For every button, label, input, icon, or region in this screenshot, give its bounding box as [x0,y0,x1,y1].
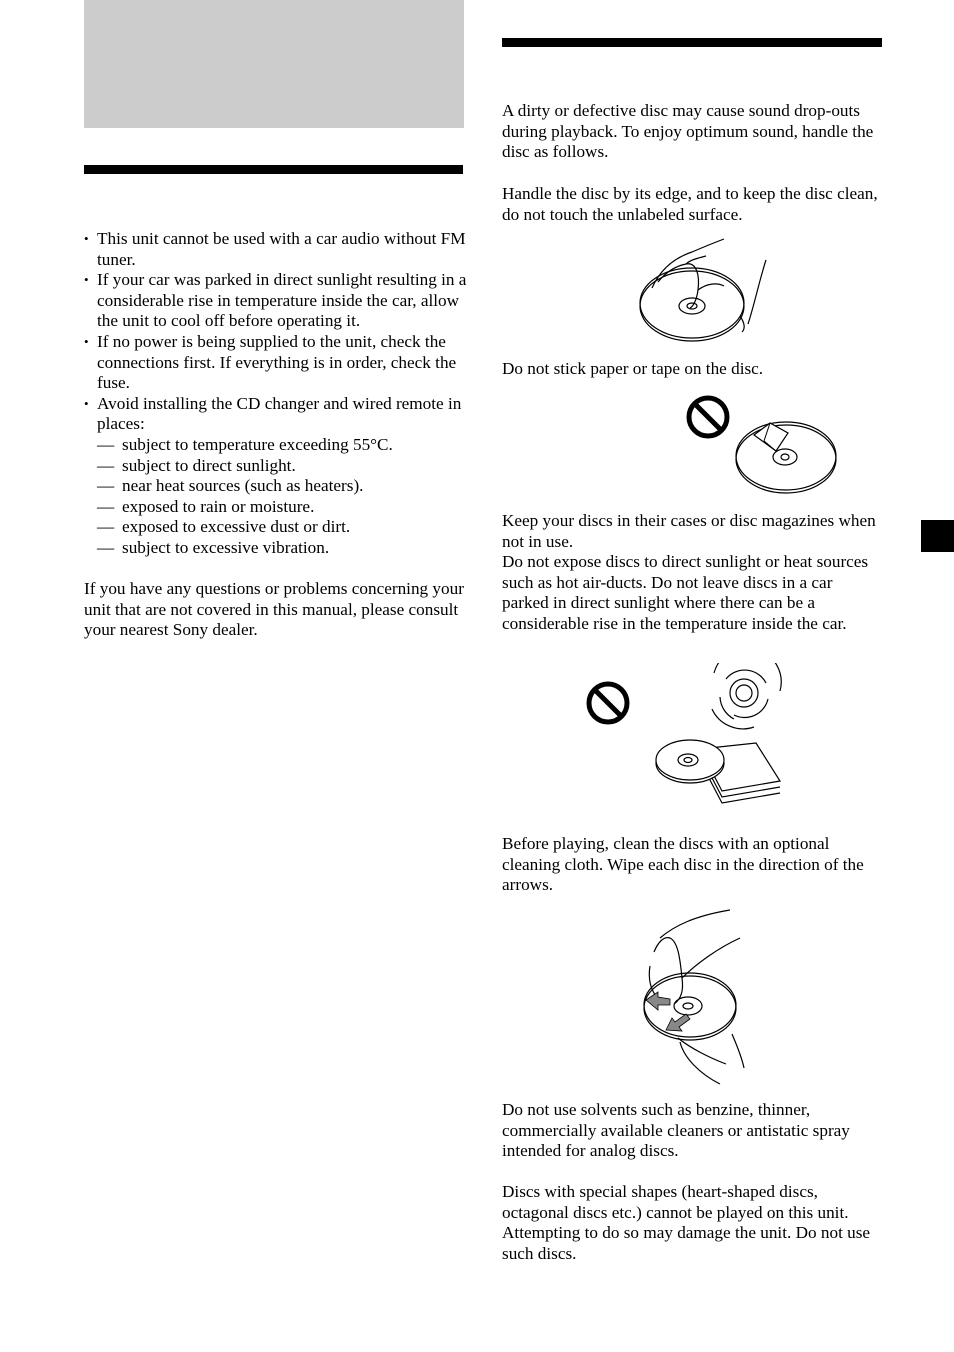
disc-solvents: Do not use solvents such as benzine, thinner, commercially available cleaners or antistatic spray intended for analog discs. [502,1100,850,1161]
precaution-item: • This unit cannot be used with a car audio without FM tuner. [84,229,469,270]
prohibited-icon [684,393,840,497]
hand-holding-disc-icon [636,236,770,348]
precautions-list [84,229,469,559]
precautions-section [84,229,469,641]
disc-cleaning-icon [640,908,750,1088]
section-header-block [84,0,464,128]
disc-special-shapes: Discs with special shapes (heart-shaped discs, octagonal discs etc.) cannot be played on this unit. Attempting to do so may damage the unit. Do not use such discs. [502,1182,871,1263]
installation-places-list [97,435,469,559]
disc-cleaning: Before playing, clean the discs with an optional cleaning cloth. Wipe each disc in the direction of the arrows. [502,834,864,895]
installation-place-item: — subject to direct sunlight. [97,456,469,477]
disc-no-paper: Do not stick paper or tape on the disc. [502,359,764,378]
page-edge-tab [921,520,954,552]
disc-storage-cases: Keep your discs in their cases or disc magazines when not in use. [502,511,876,551]
precaution-item: • If no power is being supplied to the unit, check the connections first. If everything is in order, check the fuse. [84,332,469,394]
precautions-closing: If you have any questions or problems concerning your unit that are not covered in this manual, please consult your nearest Sony dealer. [84,579,464,640]
installation-place-item: — subject to excessive vibration. [97,538,469,559]
disc-handling-title-rule [502,38,882,47]
prohibited-icon [584,663,786,819]
installation-place-item: — exposed to rain or moisture. [97,497,469,518]
precaution-item: • If your car was parked in direct sunlight resulting in a considerable rise in temperature inside the car, allow the unit to cool off before operating it. [84,270,469,332]
precautions-title-rule [84,165,463,174]
installation-place-item: — exposed to excessive dust or dirt. [97,517,469,538]
installation-place-item: — near heat sources (such as heaters). [97,476,469,497]
disc-handle-edge: Handle the disc by its edge, and to keep the disc clean, do not touch the unlabeled surface. [502,184,878,224]
precaution-item: • Avoid installing the CD changer and wired remote in places: — subject to temperature exceeding 55°C. — subject to direct sunlight. — near heat sources (such as heaters). — exposed to rain or moisture. — exposed to excessive dust or dirt. — subject to excessive vibration. [84,394,469,559]
installation-place-item: — subject to temperature exceeding 55°C. [97,435,469,456]
disc-intro: A dirty or defective disc may cause sound drop-outs during playback. To enjoy optimum sound, handle the disc as follows. [502,101,874,162]
disc-storage-heat: Do not expose discs to direct sunlight or heat sources such as hot air-ducts. Do not leave discs in a car parked in direct sunlight where there can be a considerable rise in the temperature inside the car. [502,552,869,633]
